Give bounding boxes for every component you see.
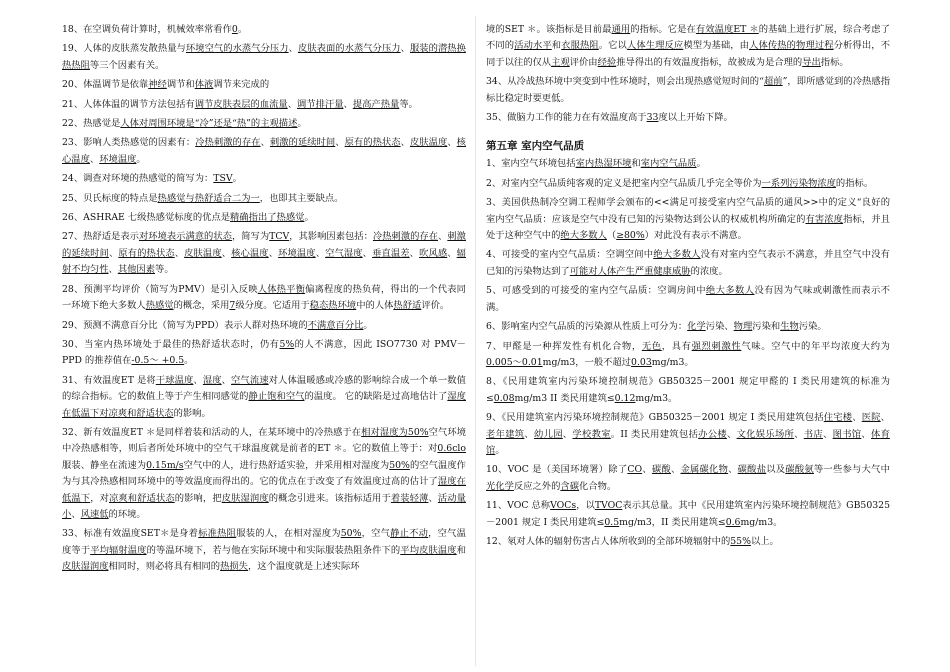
question-item: 33、标准有效温度SET＊是身着标准热阻服装的人，在相对湿度为50%，空气静止不动，空气温度等于平均辐射温度的等温环境下，若与他在实际环境中和实际服装热阻条件下的平均皮肤温度和皮肤湿润度相同时，则必将具有相同的热损失，这个温度就是上述实际环 bbox=[62, 528, 466, 573]
question-item: 2、对室内空气品质纯客观的定义是把室内空气品质几乎完全等价为一系列污染物浓度的指标。 bbox=[486, 177, 874, 189]
question-item: 3、美国供热制冷空调工程师学会颁布的<<满足可接受室内空气品质的通风>>中的定义“良好的室内空气品质：应该是空气中没有已知的污染物达到公认的权威机构所确定的有害浓度指标，并且处于这种空气中的绝大多数人（≥80%）对此没有表示不满意。 bbox=[486, 197, 890, 242]
question-item: 11、VOC 总称VOCs，以TVOC表示其总量。其中《民用建筑室内污染环境控制规范》GB50325－2001 规定 I 类民用建筑≤0.5mg/m3，II 类民用建筑≤0.6mg/m3。 bbox=[486, 500, 890, 528]
question-item: 35、做脑力工作的能力在有效温度高于33度以上开始下降。 bbox=[486, 112, 733, 124]
question-item: 7、甲醛是一种挥发性有机化合物，无色，具有强烈刺激性气味。空气中的年平均浓度大约为0.005～0.01mg/m3，一般不超过0.03mg/m3。 bbox=[486, 340, 890, 368]
left-column bbox=[62, 22, 466, 664]
right-column bbox=[486, 22, 890, 664]
question-item: 12、氡对人体的辐射伤害占人体所收到的全部环境辐射中的55%以上。 bbox=[486, 535, 779, 547]
question-item: 24、调查对环境的热感觉的简写为：TSV。 bbox=[62, 173, 242, 185]
question-item: 29、预测不满意百分比（简写为PPD）表示人群对热环境的不满意百分比。 bbox=[62, 319, 373, 331]
question-item: 27、热舒适是表示对环境表示满意的状态，简写为TCV，其影响因素包括：冷热刺激的存在、刺激的延续时间、原有的热状态、皮肤温度、核心温度、环境温度、空气湿度、垂直温差、吹风感、辐射不均匀性、其他因素等。 bbox=[62, 231, 466, 276]
question-item: 9、《民用建筑室内污染环境控制规范》GB50325－2001 规定 I 类民用建筑包括住宅楼、医院、老年建筑、幼儿园、学校教室。II 类民用建筑包括办公楼、文化娱乐场所、书店、图书馆、体育馆。 bbox=[486, 412, 890, 456]
question-item: 境的SET ＊。该指标是目前最通用的指标。它是在有效温度ET ＊的基础上进行扩展，综合考虑了不同的活动水平和衣服热阻。它以人体生理反应模型为基础，由人体传热的物理过程分析得出，不同于以往的仅从主观评价由经验推导得出的有效温度指标，故被成为是合理的导出指标。 bbox=[486, 24, 890, 68]
chapter-heading: 第五章 室内空气品质 bbox=[486, 140, 585, 153]
question-item: 6、影响室内空气品质的污染源从性质上可分为：化学污染、物理污染和生物污染。 bbox=[486, 321, 827, 333]
question-item: 1、室内空气环境包括室内热湿环境和室内空气品质。 bbox=[486, 158, 706, 170]
question-item: 31、有效温度ET 是将干球温度、湿度、空气流速对人体温暖感或冷感的影响综合成一个单一数值的综合指标。它的数值上等于产生相同感觉的静止饱和空气的温度。 它的缺陷是过高地估计了湿度在低温下对凉爽和舒适状态的影响。 bbox=[62, 374, 466, 419]
question-item: 5、可感受到的可接受的室内空气品质：空调房间中绝大多数人没有因为气味或刺激性而表示不满。 bbox=[486, 285, 890, 313]
question-item: 28、预测平均评价（简写为PMV）是引入反映人体热平衡偏离程度的热负荷，得出的一个代表同一环境下绝大多数人热感觉的概念，采用7级分度。它适用于稳态热环境中的人体热舒适评价。 bbox=[62, 283, 466, 312]
question-item: 10、VOC 是（美国环境署）除了CO、碳酸、金属碳化物、碳酸盐以及碳酸氨等一些参与大气中光化学反应之外的含碳化合物。 bbox=[486, 464, 890, 492]
question-item: 21、人体体温的调节方法包括有调节皮肤表层的血流量、调节排汗量、提高产热量等。 bbox=[62, 98, 418, 110]
question-item: 18、在空调负荷计算时，机械效率常看作0。 bbox=[62, 24, 248, 35]
question-item: 20、体温调节是依靠神经调节和体液调节来完成的 bbox=[62, 79, 270, 91]
question-item: 34、从冷战热环境中突变到中性环境时，则会出现热感觉短时间的“超前”，即所感觉到的冷热感指标比稳定时要更低。 bbox=[486, 76, 890, 104]
question-item: 32、新有效温度ET ＊是同样着装和活动的人，在某环境中的冷热感于在相对湿度为50%空气环境中冷热感相等，则后者所处环境中的空气干球温度就是前者的ET ＊。它的数值上等于：对0.6clo服装、静坐在流速为0.15m/s空气中的人，进行热舒适实验，并采用相对湿度为50%的空气温度作为与其冷热感相同环境中的等效温度而得出的。它的优点在于改变了有效温度过高的估计了湿度在低温下，对凉爽和舒适状态的影响，把皮肤湿润度的概念引进来。该指标适用于着装轻薄、活动量小、风速低的环境。 bbox=[62, 426, 466, 520]
question-item: 23、影响人类热感觉的因素有：冷热刺激的存在、刺激的延续时间、原有的热状态、皮肤温度、核心温度、环境温度。 bbox=[62, 137, 466, 165]
question-item: 19、人体的皮肤蒸发散热量与环境空气的水蒸气分压力、皮肤表面的水蒸气分压力、服装的潜热换热热阻等三个因素有关。 bbox=[62, 43, 466, 71]
question-item: 4、可接受的室内空气品质：空调空间中绝大多数人没有对室内空气表示不满意，并且空气中没有已知的污染物达到了可能对人体产生严重健康威胁的浓度。 bbox=[486, 249, 890, 277]
question-item: 8、《民用建筑室内污染环境控制规范》GB50325－2001 规定甲醛的 I 类民用建筑的标准为≤0.08mg/m3 II 类民用建筑≤0.12mg/m3。 bbox=[486, 376, 890, 404]
question-item: 25、贝氏标度的特点是热感觉与热舒适合二为一，也即其主要缺点。 bbox=[62, 192, 344, 204]
question-item: 26、ASHRAE 七级热感觉标度的优点是精确指出了热感觉。 bbox=[62, 212, 314, 224]
column-divider bbox=[475, 16, 476, 666]
question-item: 22、热感觉是人体对周围环境是“冷”还是“热”的主观描述。 bbox=[62, 118, 307, 130]
question-item: 30、当室内热环境处于最佳的热舒适状态时，仍有5%的人不满意，因此 ISO7730 对 PMV－PPD 的推荐值在-0.5～ +0.5。 bbox=[62, 338, 466, 367]
